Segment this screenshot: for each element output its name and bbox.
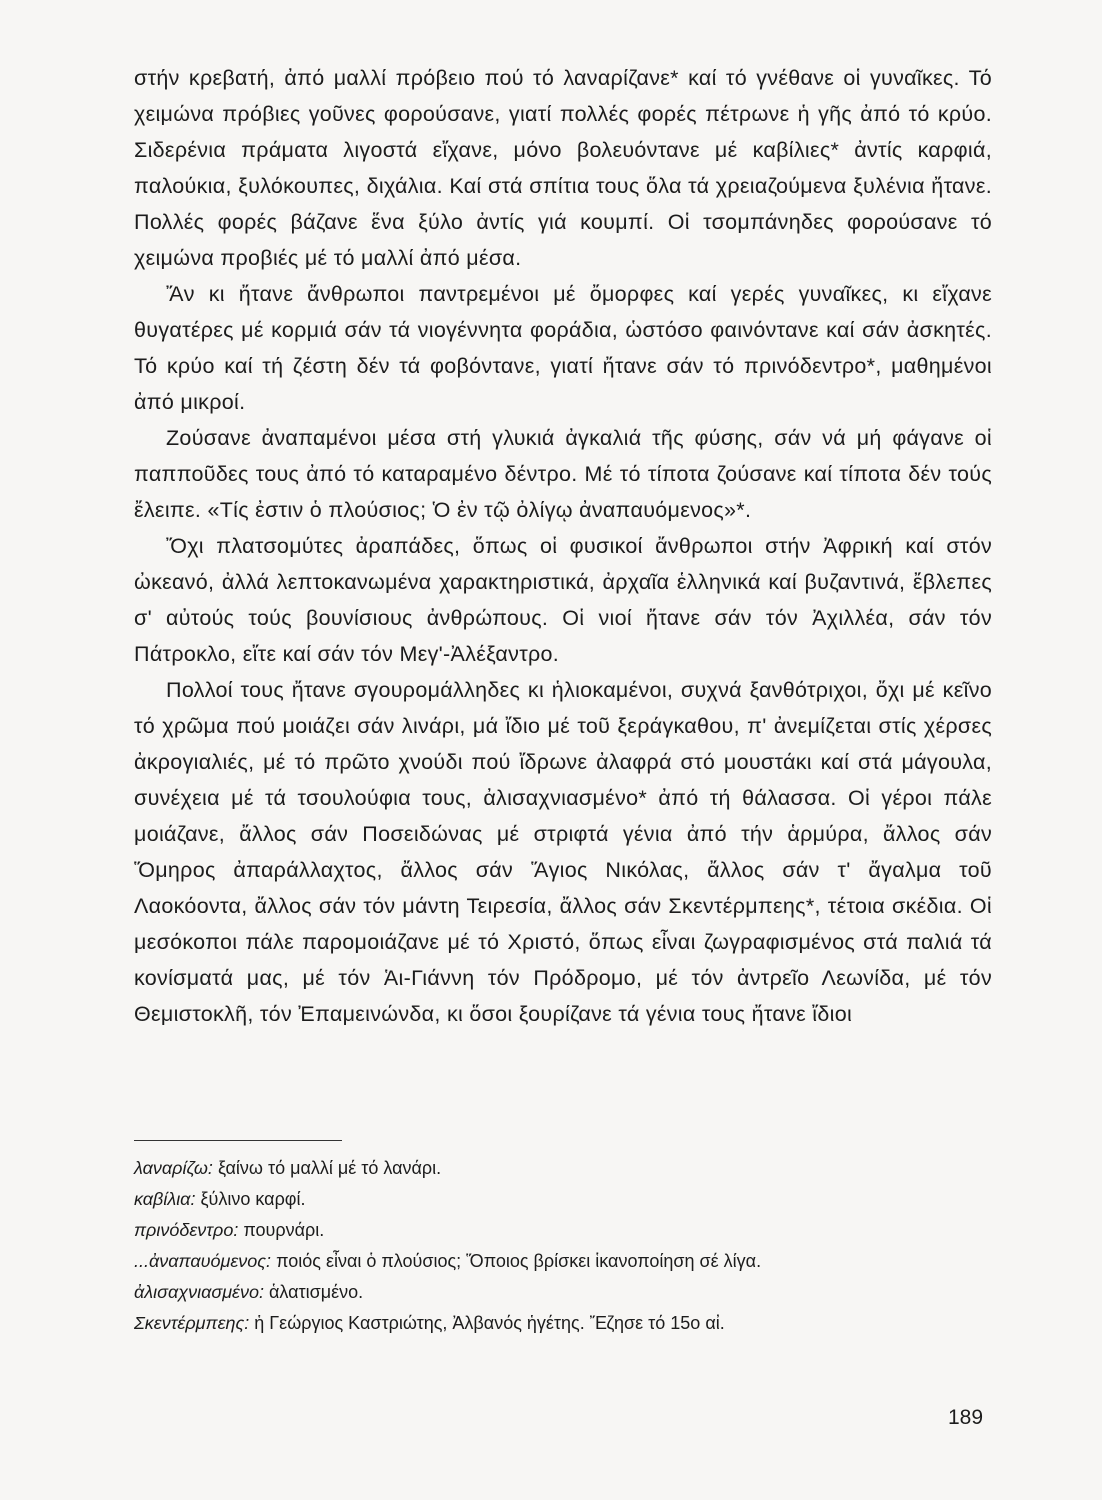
footnote-term: ἀλισαχνιασμένο: bbox=[134, 1282, 264, 1302]
page-number: 189 bbox=[948, 1406, 984, 1429]
footnote-definition: ξαίνω τό μαλλί μέ τό λανάρι. bbox=[217, 1158, 442, 1178]
footnote-term: ...ἀναπαυόμενος: bbox=[134, 1251, 272, 1271]
paragraph: Πολλοί τους ἤτανε σγουρομάλληδες κι ἡλιοκαμένοι, συχνά ξανθότριχοι, ὄχι μέ κεῖνο τό χρῶμα πού μοιάζει σάν λινάρι, μά ἴδιο μέ τοῦ ξεράγκαθου, π' ἀνεμίζεται στίς χέρσες ἀκρογιαλιές, μέ τό πρῶτο χνούδι πού ἴδρωνε ἀλαφρά στό μουστάκι καί στά μάγουλα, συνέχεια μέ τά τσουλούφια τους, ἀλισαχνιασμένο* ἀπό τή θάλασσα. Οἱ γέροι πάλε μοιάζανε, ἄλλος σάν Ποσειδώνας μέ στριφτά γένια ἀπό τήν ἁρμύρα, ἄλλος σάν Ὅμηρος ἀπαράλλαχτος, ἄλλος σάν Ἅγιος Νικόλας, ἄλλος σάν τ' ἄγαλμα τοῦ Λαοκόοντα, ἄλλος σάν τόν μάντη Τειρεσία, ἄλλος σάν Σκεντέρμπεης*, τέτοια σκέδια. Οἱ μεσόκοποι πάλε παρομοιάζανε μέ τό Χριστό, ὅπως εἶναι ζωγραφισμένος στά παλιά τά κονίσματά μας, μέ τόν Ἁι-Γιάννη τόν Πρόδρομο, μέ τόν ἀντρεῖο Λεωνίδα, μέ τόν Θεμιστοκλῆ, τόν Ἐπαμεινώνδα, κι ὅσοι ξουρίζανε τά γένια τους ἤτανε ἴδιοι bbox=[134, 678, 992, 1026]
footnote-term: καβίλια: bbox=[134, 1189, 196, 1209]
footnote-definition: ποιός εἶναι ὁ πλούσιος; Ὅποιος βρίσκει ἱκανοποίηση σέ λίγα. bbox=[276, 1251, 762, 1271]
footnote bbox=[134, 1217, 1004, 1243]
footnote bbox=[134, 1155, 1004, 1181]
footnotes bbox=[134, 1155, 1004, 1341]
footnote-term: Σκεντέρμπεης: bbox=[134, 1313, 250, 1333]
main-text bbox=[134, 60, 992, 1032]
footnote bbox=[134, 1186, 1004, 1212]
footnote-definition: ἡ Γεώργιος Καστριώτης, Ἀλβανός ἡγέτης. Ἔζησε τό 15ο αἰ. bbox=[254, 1313, 725, 1333]
footnote-term: λαναρίζω: bbox=[134, 1158, 213, 1178]
paragraph: Ἄν κι ἤτανε ἄνθρωποι παντρεμένοι μέ ὄμορφες καί γερές γυναῖκες, κι εἴχανε θυγατέρες μέ κορμιά σάν τά νιογέννητα φοράδια, ὡστόσο φαινόντανε καί σάν ἀσκητές. Τό κρύο καί τή ζέστη δέν τά φοβόντανε, γιατί ἤτανε σάν τό πρινόδεντρο*, μαθημένοι ἀπό μικροί. bbox=[134, 282, 992, 414]
footnote-term: πρινόδεντρο: bbox=[134, 1220, 239, 1240]
footnote-definition: πουρνάρι. bbox=[243, 1220, 325, 1240]
footnote bbox=[134, 1310, 1004, 1336]
footnote-definition: ξύλινο καρφί. bbox=[200, 1189, 306, 1209]
paragraph: Ζούσανε ἀναπαμένοι μέσα στή γλυκιά ἀγκαλιά τῆς φύσης, σάν νά μή φάγανε οἱ παπποῦδες τους ἀπό τό καταραμένο δέντρο. Μέ τό τίποτα ζούσανε καί τίποτα δέν τούς ἔλειπε. «Τίς ἐστιν ὁ πλούσιος; Ὁ ἐν τῷ ὀλίγῳ ἀναπαυόμενος»*. bbox=[134, 426, 992, 522]
paragraph: στήν κρεβατή, ἀπό μαλλί πρόβειο πού τό λαναρίζανε* καί τό γνέθανε οἱ γυναῖκες. Τό χειμώνα πρόβιες γοῦνες φορούσανε, γιατί πολλές φορές πέτρωνε ἡ γῆς ἀπό τό κρύο. Σιδερένια πράματα λιγοστά εἴχανε, μόνο βολευόντανε μέ καβίλιες* ἀντίς καρφιά, παλούκια, ξυλόκουπες, διχάλια. Καί στά σπίτια τους ὅλα τά χρειαζούμενα ξυλένια ἤτανε. Πολλές φορές βάζανε ἕνα ξύλο ἀντίς γιά κουμπί. Οἱ τσομπάνηδες φορούσανε τό χειμώνα προβιές μέ τό μαλλί ἀπό μέσα. bbox=[134, 66, 992, 270]
footnote bbox=[134, 1279, 1004, 1305]
paragraph: Ὄχι πλατσομύτες ἀραπάδες, ὅπως οἱ φυσικοί ἄνθρωποι στήν Ἀφρική καί στόν ὠκεανό, ἀλλά λεπτοκανωμένα χαρακτηριστικά, ἀρχαῖα ἑλληνικά καί βυζαντινά, ἔβλεπες σ' αὐτούς τούς βουνίσιους ἀνθρώπους. Οἱ νιοί ἤτανε σάν τόν Ἀχιλλέα, σάν τόν Πάτροκλο, εἴτε καί σάν τόν Μεγ'-Ἀλέξαντρο. bbox=[134, 534, 992, 666]
footnote bbox=[134, 1248, 1004, 1274]
footnote-divider bbox=[134, 1140, 342, 1141]
footnote-definition: ἁλατισμένο. bbox=[269, 1282, 364, 1302]
